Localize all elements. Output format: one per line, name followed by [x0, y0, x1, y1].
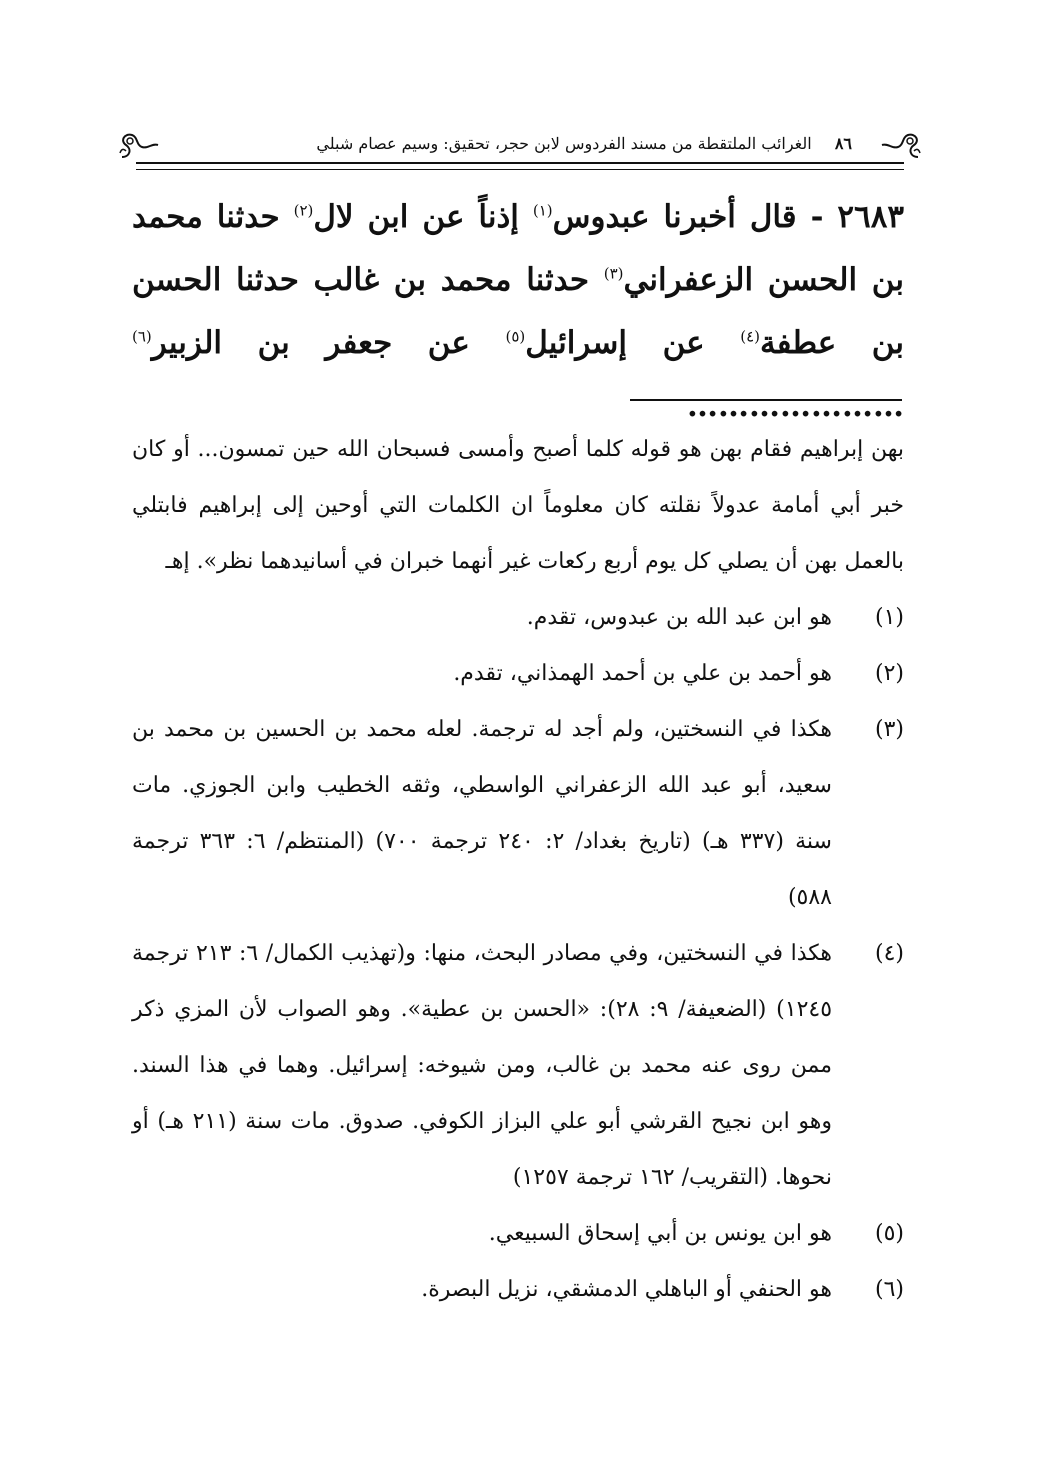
footnote-text: هو الحنفي أو الباهلي الدمشقي، نزيل البصرة.	[421, 1277, 832, 1302]
text-segment: إذناً عن ابن لال	[313, 199, 519, 235]
header-text	[188, 133, 852, 155]
text-segment: حدثنا محمد بن غالب حدثنا الحسن بن عطفة	[132, 262, 905, 361]
footnote-number: (٦)	[874, 1277, 904, 1302]
footnotes	[132, 422, 904, 1318]
footnote-text: هو ابن عبد الله بن عبدوس، تقدم.	[526, 605, 832, 630]
hadith-number: ٢٦٨٣ -	[810, 199, 905, 235]
footnote-mark: (٦)	[132, 327, 152, 346]
running-title: الغرائب الملتقطة من مسند الفردوس لابن حجر، تحقيق: وسيم عصام شبلي	[316, 134, 812, 153]
running-header	[118, 123, 922, 167]
footnote-continuation: بهن إبراهيم فقام بهن هو قوله كلما أصبح وأمسى فسبحان الله حين تمسون... أو كان خبر أبي أمامة عدولاً نقلته كان معلوماً ان الكلمات التي أوحين إلى إبراهيم فابتلي بالعمل بهن أن يصلي كل يوم أربع ركعات غير أنهما خبران في أسانيدهما نظر». إهـ	[132, 437, 904, 574]
footnote-separator	[630, 399, 902, 401]
footnote	[132, 590, 904, 646]
header-rule	[136, 162, 904, 170]
footnote	[132, 926, 904, 1206]
text-segment: حدثنا محمد بن الحسن الزعفراني	[132, 199, 904, 298]
footnote-number: (٣)	[874, 717, 904, 742]
footnote	[132, 1262, 904, 1318]
footnote-mark: (٤)	[740, 327, 761, 346]
footnote	[132, 646, 904, 702]
ornament-icon	[874, 127, 922, 163]
footnote-mark: (٣)	[603, 264, 624, 283]
footnote-text: هكذا في النسختين، ولم أجد له ترجمة. لعله محمد بن الحسين بن محمد بن سعيد، أبو عبد الله الزعفراني الواسطي، وثقه الخطيب وابن الجوزي. مات سنة (٣٣٧ هـ) (تاريخ بغداد/ ٢: ٢٤٠ ترجمة ٧٠٠) (المنتظم/ ٦: ٣٦٣ ترجمة ٥٨٨)	[132, 717, 832, 910]
footnote	[132, 702, 904, 926]
footnote-number: (٢)	[874, 661, 904, 686]
footnote-number: (١)	[874, 605, 904, 630]
text-segment: عن إسرائيل	[525, 325, 705, 361]
text-segment: قال أخبرنا عبدوس	[552, 199, 797, 235]
ellipsis: …………………	[687, 388, 904, 424]
ornament-icon	[118, 127, 166, 163]
footnote-number: (٤)	[874, 941, 904, 966]
footnote-text: هو ابن يونس بن أبي إسحاق السبيعي.	[488, 1221, 832, 1246]
footnote-number: (٥)	[874, 1221, 904, 1246]
footnote-mark: (٥)	[505, 327, 526, 346]
footnote	[132, 1206, 904, 1262]
footnote-mark: (٢)	[293, 201, 314, 220]
footnote-text: هكذا في النسختين، وفي مصادر البحث، منها: و(تهذيب الكمال/ ٦: ٢١٣ ترجمة ١٢٤٥) (الضعيفة/ ٩: ٢٨): «الحسن بن عطية». وهو الصواب لأن المزي ذكر ممن روى عنه محمد بن غالب، ومن شيوخه: إسرائيل. وهما في هذا السند. وهو ابن نجيح القرشي أبو علي البزاز الكوفي. صدوق. مات سنة (٢١١ هـ) أو نحوها. (التقريب/ ١٦٢ ترجمة ١٢٥٧)	[132, 941, 833, 1190]
footnote-text: هو أحمد بن علي بن أحمد الهمذاني، تقدم.	[453, 661, 832, 686]
page-number: ٨٦	[834, 134, 852, 153]
footnote-mark: (١)	[532, 201, 553, 220]
text-segment: عن جعفر بن الزبير	[151, 325, 470, 361]
